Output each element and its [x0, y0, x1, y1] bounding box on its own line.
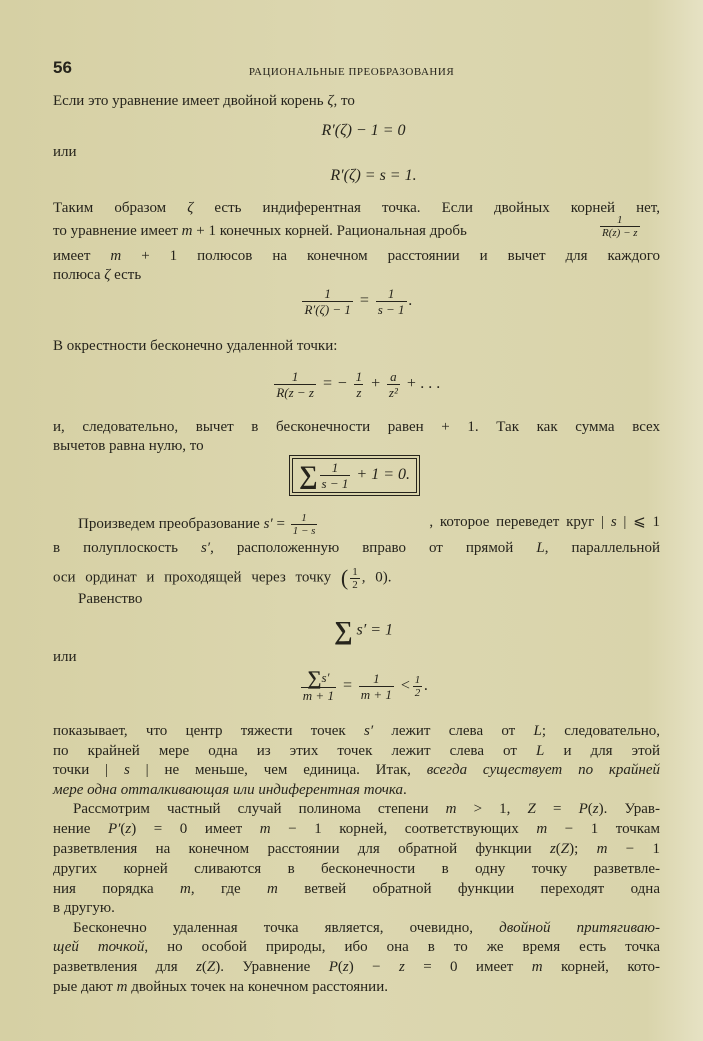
text-segment: и для этой: [544, 743, 660, 759]
text-segment: то уравнение имеет: [53, 223, 182, 239]
math-or-emphasis-segment: P′: [107, 821, 121, 837]
fraction-denominator: m + 1: [360, 686, 392, 702]
text-segment: .: [403, 782, 407, 798]
text-segment: =: [272, 515, 289, 532]
text-line: [53, 539, 660, 557]
math-or-emphasis-segment: z: [592, 801, 599, 817]
math-or-emphasis-segment: s′: [200, 540, 211, 556]
text-segment: есть индиферентная точка. Если двойных корней нет,: [193, 200, 660, 216]
fraction-denominator: s − 1: [321, 476, 349, 491]
sum-symbol: ∑: [333, 616, 353, 645]
fraction-numerator: 1: [387, 286, 395, 301]
equals-sign: =: [341, 676, 353, 694]
text-segment: − 1 точкам: [547, 821, 660, 837]
fraction-numerator: 1: [291, 369, 299, 384]
math-or-emphasis-segment: ζ: [327, 93, 334, 109]
math-or-emphasis-segment: ζ: [104, 267, 111, 283]
sum-symbol: ∑: [307, 667, 322, 690]
text-segment: (: [201, 959, 207, 975]
math-or-emphasis-segment: мере одна отталкивающая или индиферентная точка: [53, 782, 403, 798]
text-segment: полюса: [53, 267, 105, 283]
text-line: [73, 919, 660, 937]
math-or-emphasis-segment: z: [125, 821, 132, 837]
inline-fraction: [598, 214, 642, 239]
text-segment: [78, 516, 289, 532]
math-or-emphasis-segment: двойной притягиваю-: [499, 920, 660, 936]
text-line: [53, 781, 660, 799]
text-segment: − 1: [607, 841, 660, 857]
math-or-emphasis-segment: P: [328, 959, 338, 975]
text-segment: ; следовательно,: [541, 723, 661, 739]
text-line: [53, 92, 660, 110]
equation-7: [12, 667, 703, 703]
math-or-emphasis-segment: m: [267, 881, 278, 897]
text-segment: есть: [110, 267, 142, 283]
fraction-numerator: 1: [331, 460, 339, 475]
math-or-emphasis-segment: m: [116, 979, 128, 995]
math-or-emphasis-segment: m: [596, 841, 608, 857]
period: .: [424, 676, 429, 694]
math-or-emphasis-segment: m: [531, 959, 543, 975]
text-or: или: [53, 144, 77, 160]
text-segment: разветвления для: [53, 959, 197, 975]
text-segment: лежит слева от: [373, 723, 534, 739]
math-or-emphasis-segment: s: [123, 762, 130, 778]
fraction-denominator: 2: [352, 578, 358, 591]
text-segment: , параллельной: [544, 540, 660, 556]
text-segment: > 1,: [456, 801, 528, 817]
fraction-numerator: 1: [373, 670, 380, 686]
text-segment: двойных точек на конечном расстоянии.: [127, 979, 388, 995]
text-segment: Таким образом: [53, 200, 188, 216]
text-or: или: [53, 649, 77, 665]
text-segment: Если это уравнение имеет двойной корень: [53, 93, 328, 109]
text-segment: (: [555, 841, 561, 857]
less-than-sign: <: [399, 676, 411, 694]
text-segment: рые дают: [53, 979, 117, 995]
text-line: [53, 820, 660, 838]
text-line: [53, 722, 660, 740]
text-line: [78, 590, 660, 608]
period: .: [408, 292, 413, 310]
equals-sign: =: [358, 292, 370, 310]
fraction-denominator: 1 − s: [292, 525, 316, 537]
math-or-emphasis-segment: Z: [206, 959, 216, 975]
text-line: [53, 978, 660, 996]
text-segment: | не меньше, чем единица. Итак,: [129, 762, 427, 778]
text-segment: , расположенную вправо от прямой: [210, 540, 537, 556]
text-segment: (: [587, 801, 593, 817]
text-line: [53, 938, 660, 956]
text-line: [53, 337, 660, 355]
equals-sign: = −: [322, 375, 348, 393]
running-title: РАЦИОНАЛЬНЫЕ ПРЕОБРАЗОВАНИЯ: [248, 66, 455, 78]
page-number: 56: [53, 58, 72, 77]
text-line: [53, 222, 593, 240]
text-segment: , но особой природы, ибо она в то же время есть точка: [144, 939, 660, 955]
text-segment: имеет: [53, 248, 111, 264]
text-segment: ). Уравнение: [215, 959, 329, 975]
fraction-numerator: 1: [355, 369, 363, 384]
text-segment: разветвления на конечном расстоянии для обратной функции: [53, 841, 550, 857]
text-line: [53, 880, 660, 898]
fraction-denominator: z²: [388, 385, 398, 400]
text-segment: , то: [333, 93, 355, 109]
equation-text: R′(ζ) = s = 1.: [330, 167, 417, 184]
math-or-emphasis-segment: m: [181, 223, 193, 239]
text-segment: , которое переведет круг |: [429, 514, 611, 530]
text-line: [53, 761, 660, 779]
fraction-numerator: 1: [352, 565, 358, 578]
math-or-emphasis-segment: Z: [527, 801, 536, 817]
text-line: [53, 958, 660, 976]
series-tail: + . . .: [405, 375, 441, 393]
math-or-emphasis-segment: m: [445, 801, 457, 817]
text-segment: , где: [190, 881, 268, 897]
math-or-emphasis-segment: s′: [364, 723, 374, 739]
text-segment: + 1 полюсов на конечном расстоянии и вычет для каждого: [121, 248, 660, 264]
math-or-emphasis-segment: P: [578, 801, 588, 817]
text-line: [53, 565, 391, 591]
text-segment: ) = 0 имеет: [131, 821, 260, 837]
text-segment: − 1 корней, соответствующих: [270, 821, 537, 837]
fraction-denominator: m + 1: [302, 687, 334, 703]
math-or-emphasis-segment: z: [398, 959, 405, 975]
math-or-emphasis-segment: L: [536, 743, 545, 759]
text-line: [53, 899, 660, 917]
point-rest: , 0).: [361, 569, 392, 586]
text-line: [53, 266, 660, 284]
text-segment: показывает, что центр тяжести точек: [53, 723, 364, 739]
math-or-emphasis-segment: ζ: [187, 200, 194, 216]
boxed-equation: [3, 458, 703, 493]
equation-1: [12, 122, 703, 140]
math-or-emphasis-segment: всегда существует по крайней: [426, 762, 660, 778]
equation-2: [22, 167, 703, 185]
math-or-emphasis-segment: щей точкой: [53, 939, 145, 955]
text-segment: в полуплоскость: [53, 540, 201, 556]
text-segment: других корней сливаются в бесконечности в одну точку разветвле-: [53, 861, 660, 877]
text-segment: ) −: [348, 959, 399, 975]
math-or-emphasis-segment: L: [536, 540, 545, 556]
text-segment: (: [120, 821, 126, 837]
math-or-emphasis-segment: z: [342, 959, 349, 975]
text-line: [53, 860, 660, 878]
equation-box: [292, 458, 417, 493]
sum-variable: s′: [321, 670, 330, 685]
math-or-emphasis-segment: Z: [560, 841, 570, 857]
fraction-denominator: z: [356, 385, 362, 400]
math-or-emphasis-segment: m: [536, 821, 548, 837]
text-line: [78, 512, 319, 537]
equation-6: [12, 616, 703, 646]
fraction-denominator: R′(ζ) − 1: [304, 302, 351, 317]
text-line: [53, 418, 660, 436]
text-line: [53, 199, 660, 217]
text-segment: = 0 имеет: [404, 959, 532, 975]
fraction-numerator: 1: [324, 286, 331, 301]
text-segment: =: [535, 801, 579, 817]
text-segment: Бесконечно удаленная точка является, очевидно,: [73, 920, 500, 936]
paren: (: [340, 565, 349, 590]
equation-tail: + 1 = 0.: [356, 466, 410, 484]
math-or-emphasis-segment: L: [533, 723, 542, 739]
fraction-numerator: 1: [617, 214, 623, 226]
equation-text: R′(ζ) − 1 = 0: [321, 122, 406, 139]
text-segment: точки |: [53, 762, 124, 778]
math-or-emphasis-segment: m: [179, 881, 191, 897]
fraction-numerator: 1: [301, 512, 307, 524]
text-segment: (: [337, 959, 343, 975]
text-line: [73, 800, 660, 818]
text-segment: В окрестности бесконечно удаленной точки:: [53, 338, 338, 354]
text-segment: );: [569, 841, 597, 857]
text-segment: ветвей обратной функции переходят одна: [277, 881, 660, 897]
text-segment: по крайней мере одна из этих точек лежит слева от: [53, 743, 537, 759]
math-or-emphasis-segment: z: [549, 841, 556, 857]
text-segment: ). Урав-: [598, 801, 660, 817]
equation-4: [5, 369, 703, 400]
text-segment: + 1 конечных корней. Рациональная дробь: [192, 223, 467, 239]
text-segment: нение: [53, 821, 108, 837]
text-segment: Равенство: [78, 591, 143, 607]
math-or-emphasis-segment: s′: [263, 515, 273, 532]
text-segment: | ⩽ 1: [616, 514, 660, 530]
fraction-denominator: R(z) − z: [602, 227, 638, 239]
math-or-emphasis-segment: s: [610, 514, 617, 530]
text-line: [53, 742, 660, 760]
text-line: [380, 512, 660, 531]
text-line: [53, 437, 660, 455]
text-segment: в другую.: [53, 900, 115, 916]
equation-tail: s′ = 1: [356, 621, 394, 639]
fraction-denominator: 2: [414, 686, 421, 699]
text-segment: ния порядка: [53, 881, 180, 897]
fraction-denominator: s − 1: [377, 302, 405, 317]
text-segment: [53, 569, 341, 585]
text-segment: Произведем преобразование: [78, 515, 264, 532]
text-segment: корней, кото-: [542, 959, 661, 975]
fraction-denominator: R(z − z: [276, 385, 314, 400]
text-segment: и, следовательно, вычет в бесконечности равен + 1. Так как сумма всех: [53, 419, 660, 435]
math-or-emphasis-segment: z: [196, 959, 202, 975]
text-segment: вычетов равна нулю, то: [53, 438, 204, 454]
fraction-numerator: 1: [414, 673, 421, 686]
math-or-emphasis-segment: m: [110, 248, 122, 264]
sum-symbol: ∑: [299, 460, 318, 490]
equation-3: [5, 286, 703, 317]
text-segment: Рассмотрим частный случай полинома степени: [73, 801, 446, 817]
fraction-numerator: a: [390, 369, 397, 384]
plus-sign: +: [370, 375, 381, 393]
text-line: [53, 247, 660, 265]
math-or-emphasis-segment: m: [259, 821, 271, 837]
text-line: [53, 840, 660, 858]
text-segment: оси ординат и проходящей через точку: [53, 569, 341, 586]
